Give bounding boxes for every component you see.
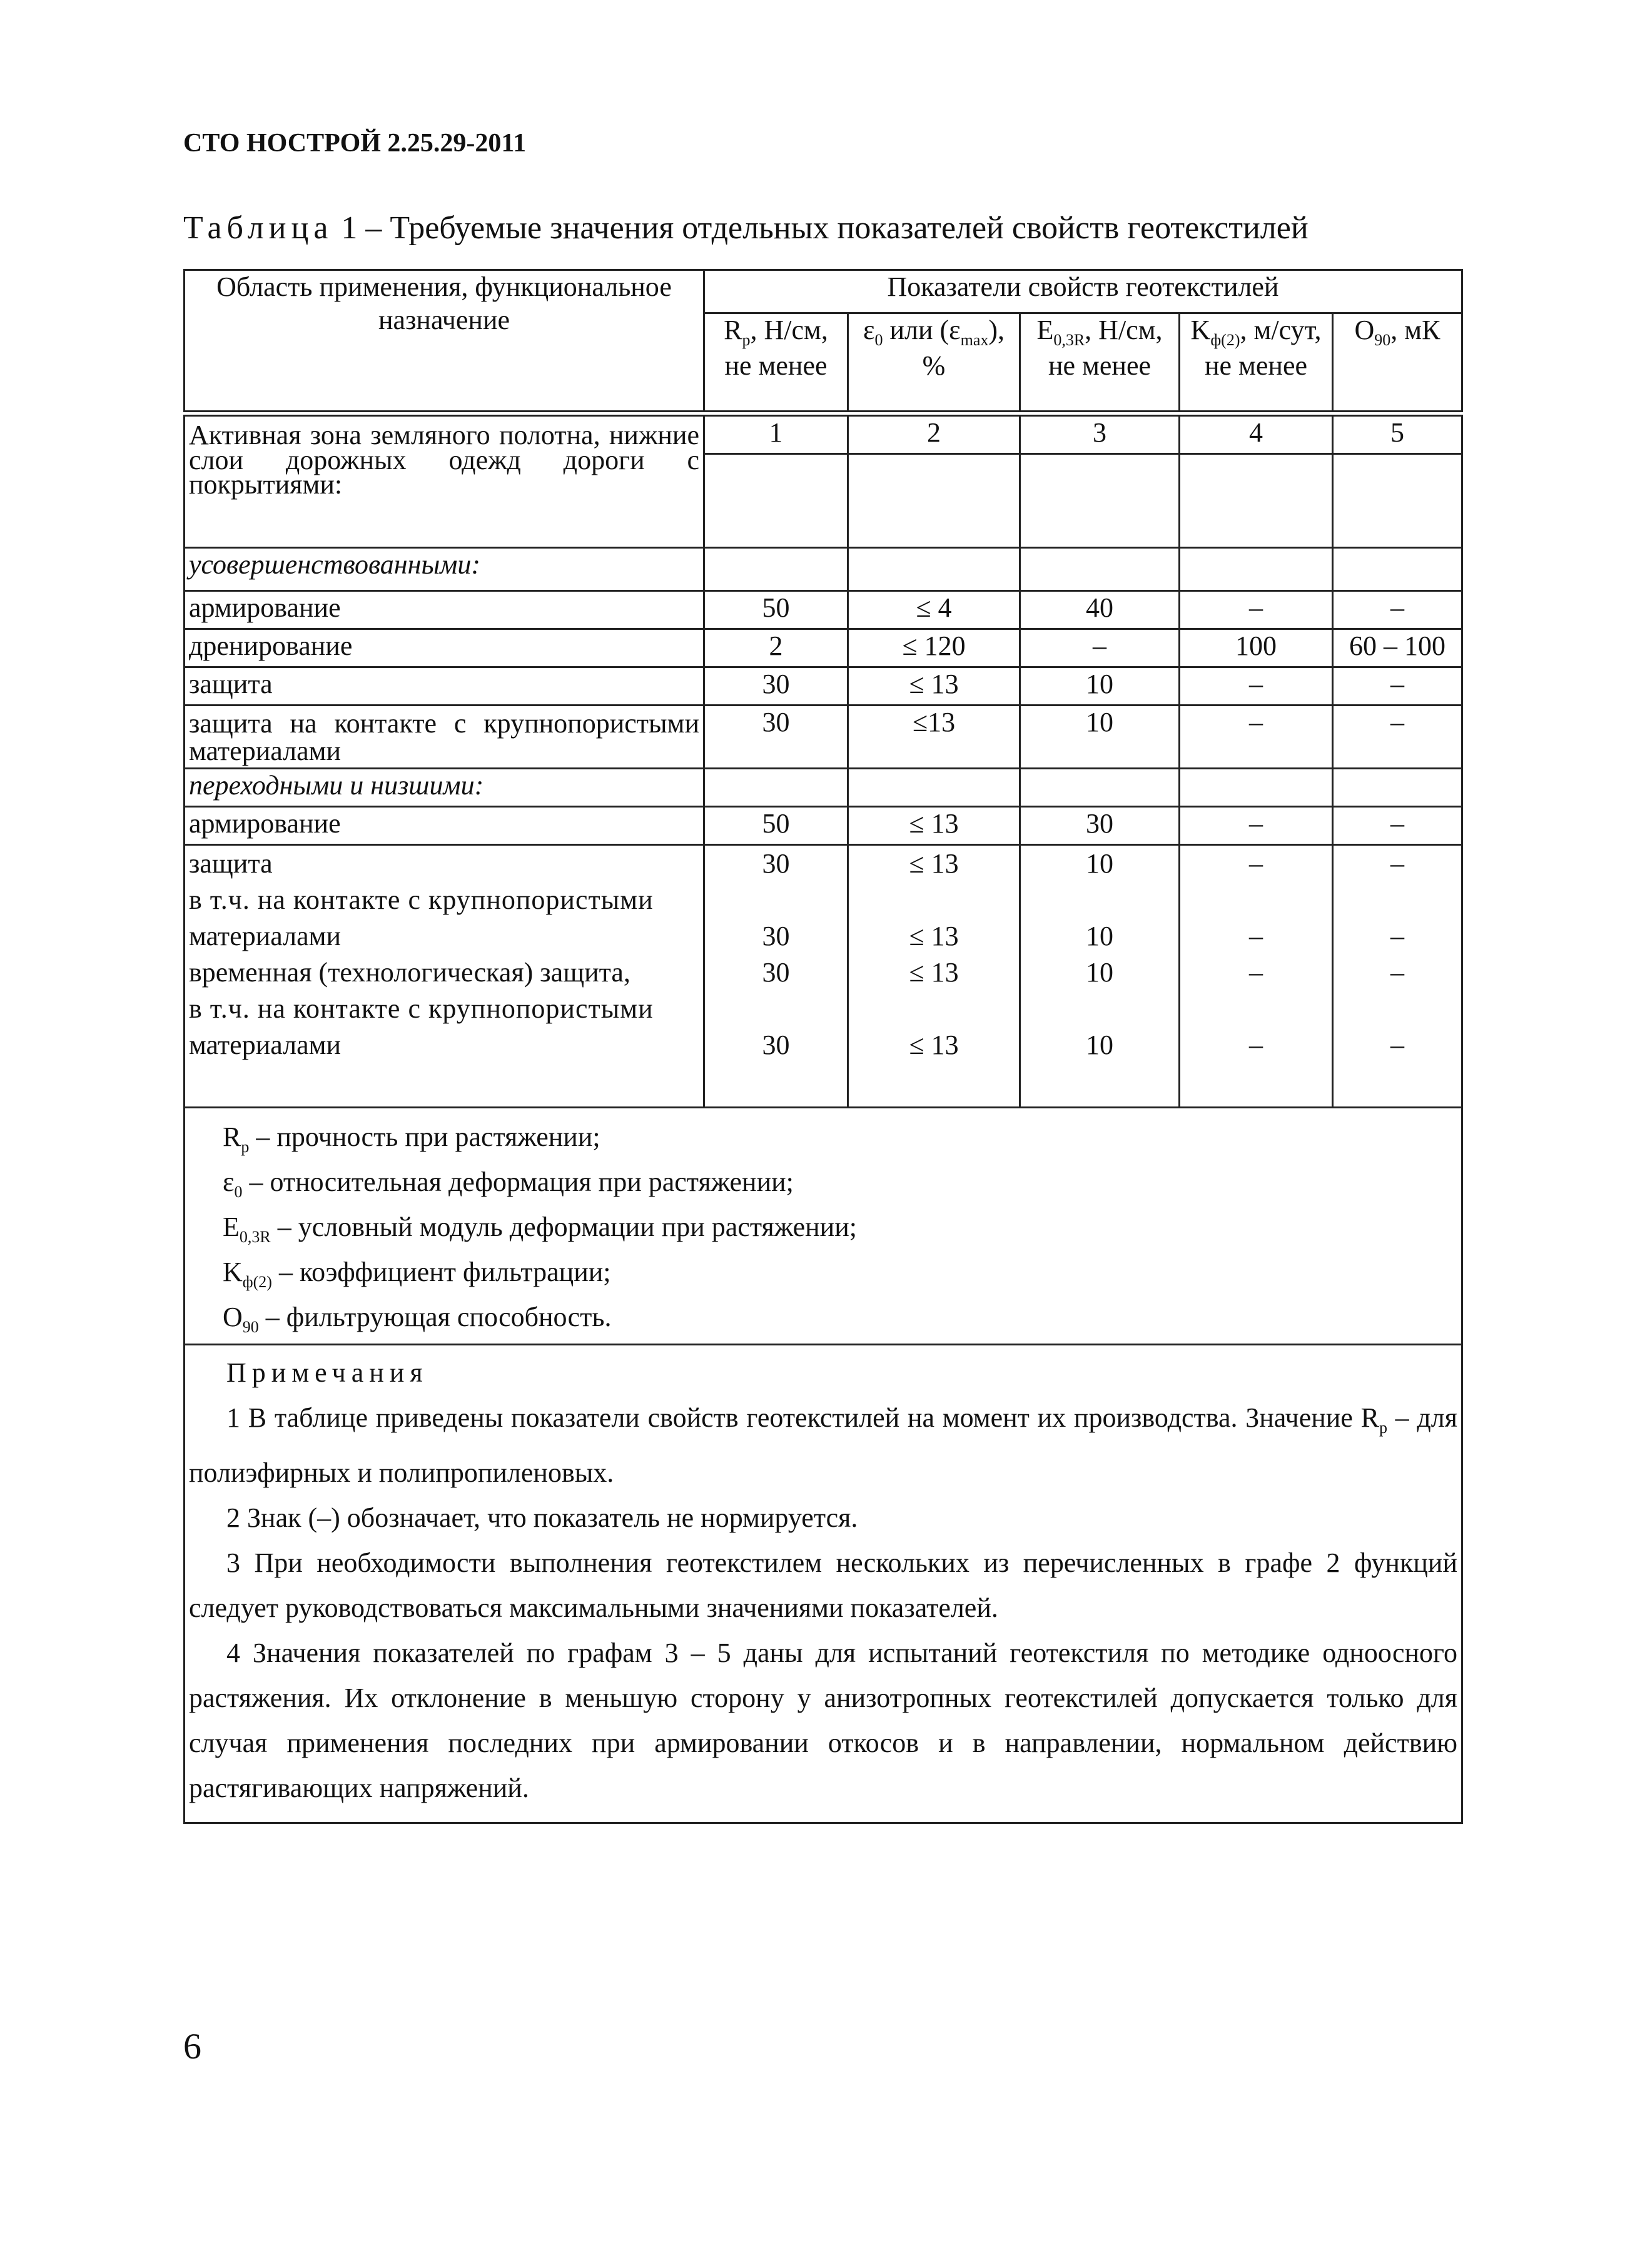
table-column-3: [1020, 845, 1180, 1108]
table-cell: –: [1180, 807, 1333, 845]
column-header-epsilon: $\varepsilon_0$ или $(\varepsilon_{max})$, %: [848, 313, 1020, 414]
row-label: временная (технологическая) защита,: [189, 957, 630, 988]
column-number: 3: [1020, 413, 1180, 454]
row-label: защита на контакте с крупнопористыми материалами: [185, 706, 704, 769]
table-caption: [183, 210, 1309, 246]
row-label: армирование: [185, 591, 704, 629]
table-cell: 100: [1180, 629, 1333, 667]
table-cell: –: [1333, 591, 1462, 629]
notes-section: [185, 1345, 1462, 1823]
note-3: 3 При необходимости выполнения геотекстилем нескольких из перечисленных в графе 2 функций следует руководствоваться максимальными значениями показателей.: [189, 1547, 1457, 1623]
table-cell: [1184, 991, 1328, 1027]
table-cell: [709, 991, 843, 1027]
table-cell: ≤13: [848, 706, 1020, 769]
table-cell: –: [1333, 667, 1462, 706]
legend-item: $O_{90}$ – фильтрующая способность.: [223, 1302, 612, 1336]
notes-title: Примечания: [226, 1357, 428, 1388]
note-2: 2 Знак (–) обозначает, что показатель не нормируется.: [226, 1502, 858, 1533]
table-cell: 10: [1086, 848, 1113, 879]
table-cell: –: [1180, 591, 1333, 629]
column-header-o90: $O_{90}$, мК: [1333, 313, 1462, 414]
column-number: 5: [1333, 413, 1462, 454]
column-header-e03r: $E_{0,3R}$, Н/см, не менее: [1020, 313, 1180, 414]
column-number: 1: [704, 413, 848, 454]
table-cell: –: [1249, 921, 1263, 951]
table-cell: 30: [762, 848, 790, 879]
table-cell: ≤ 13: [909, 1030, 959, 1060]
table-cell: –: [1333, 706, 1462, 769]
section-label: усовершенствованными:: [185, 548, 704, 591]
table-cell: –: [1180, 667, 1333, 706]
table-cell: –: [1180, 706, 1333, 769]
legend-item: $K_{ф(2)}$ – коэффициент фильтрации;: [223, 1257, 611, 1291]
table-cell: 10: [1086, 1030, 1113, 1060]
table-column-5: [1333, 845, 1462, 1108]
document-code-header: СТО НОСТРОЙ 2.25.29-2011: [183, 129, 527, 158]
symbols-legend: [185, 1108, 1462, 1345]
table-cell: [1337, 882, 1457, 918]
table-column-1: [704, 845, 848, 1108]
caption-prefix: Таблица: [183, 210, 333, 246]
row-label: материалами: [189, 921, 342, 951]
note-4: 4 Значения показателей по графам 3 – 5 даны для испытаний геотекстиля по методике одноосного растяжения. Их отклонение в меньшую сторону у анизотропных геотекстилей допускается только для случая применения последних при армировании откосов и в направлении, нормальном действию растягивающих напряжений.: [189, 1638, 1457, 1803]
table-cell: ≤ 13: [909, 848, 959, 879]
column-number: 2: [848, 413, 1020, 454]
column-header-area: Область применения, функциональное назначение: [185, 270, 704, 414]
group-header: Показатели свойств геотекстилей: [704, 270, 1462, 313]
table-cell: ≤ 13: [848, 807, 1020, 845]
page-number: 6: [183, 2026, 201, 2067]
row-label: защита: [189, 848, 273, 879]
table-cell: 30: [704, 706, 848, 769]
table-cell: 2: [704, 629, 848, 667]
row-label: в т.ч. на контакте с крупнопористыми: [189, 993, 654, 1024]
table-cell: 60 – 100: [1333, 629, 1462, 667]
row-label: армирование: [185, 807, 704, 845]
column-header-rp: $R_р$, Н/см, не менее: [704, 313, 848, 414]
row-label: защита: [185, 667, 704, 706]
table-cell: 30: [704, 667, 848, 706]
table-column-2: [848, 845, 1020, 1108]
table-cell: ≤ 13: [909, 957, 959, 988]
table-cell: 10: [1086, 957, 1113, 988]
table-cell: 30: [762, 1030, 790, 1060]
table-cell: ≤ 13: [909, 921, 959, 951]
table-cell: [1337, 991, 1457, 1027]
table-cell: 50: [704, 807, 848, 845]
legend-item: $\varepsilon_0$ – относительная деформация при растяжении;: [223, 1167, 794, 1201]
column-number: 4: [1180, 413, 1333, 454]
table-cell: 30: [762, 957, 790, 988]
section-label: переходными и низшими:: [185, 769, 704, 807]
intro-label: Активная зона земляного полотна, нижние слои дорожных одежд дороги с покрытиями:: [185, 413, 704, 548]
properties-table: [183, 269, 1463, 1824]
table-cell: [1184, 882, 1328, 918]
table-cell: 50: [704, 591, 848, 629]
table-cell: –: [1390, 1030, 1404, 1060]
table-cell: 10: [1020, 667, 1180, 706]
column-header-kf: $K_{ф(2)}$, м/сут, не менее: [1180, 313, 1333, 414]
table-cell: –: [1020, 629, 1180, 667]
table-cell: 40: [1020, 591, 1180, 629]
table-cell: ≤ 13: [848, 667, 1020, 706]
table-cell: –: [1333, 807, 1462, 845]
table-cell: [853, 991, 1015, 1027]
table-cell: ≤ 120: [848, 629, 1020, 667]
note-1: 1 В таблице приведены показатели свойств геотекстилей на момент их производства. Значение $R_р$ – для полиэфирных и полипропиленовых.: [189, 1402, 1457, 1488]
table-cell: 30: [1020, 807, 1180, 845]
caption-text: 1 – Требуемые значения отдельных показателей свойств геотекстилей: [333, 210, 1309, 246]
table-cell: –: [1249, 957, 1263, 988]
row-label: в т.ч. на контакте с крупнопористыми: [189, 884, 654, 915]
legend-item: $R_р$ – прочность при растяжении;: [223, 1121, 600, 1156]
table-cell: –: [1390, 921, 1404, 951]
table-cell: –: [1249, 1030, 1263, 1060]
table-cell: –: [1249, 848, 1263, 879]
table-cell: –: [1390, 957, 1404, 988]
table-cell: 10: [1020, 706, 1180, 769]
table-cell: 30: [762, 921, 790, 951]
table-cell: [709, 882, 843, 918]
row-label: материалами: [189, 1030, 342, 1060]
row-label: дренирование: [185, 629, 704, 667]
table-cell: 10: [1086, 921, 1113, 951]
table-cell: –: [1390, 848, 1404, 879]
table-cell: [853, 882, 1015, 918]
table-cell: ≤ 4: [848, 591, 1020, 629]
table-column-4: [1180, 845, 1333, 1108]
table-cell: [1025, 991, 1175, 1027]
legend-item: $E_{0,3R}$ – условный модуль деформации при растяжении;: [223, 1212, 857, 1246]
table-cell: [1025, 882, 1175, 918]
protection-rows-labels: [185, 845, 704, 1108]
